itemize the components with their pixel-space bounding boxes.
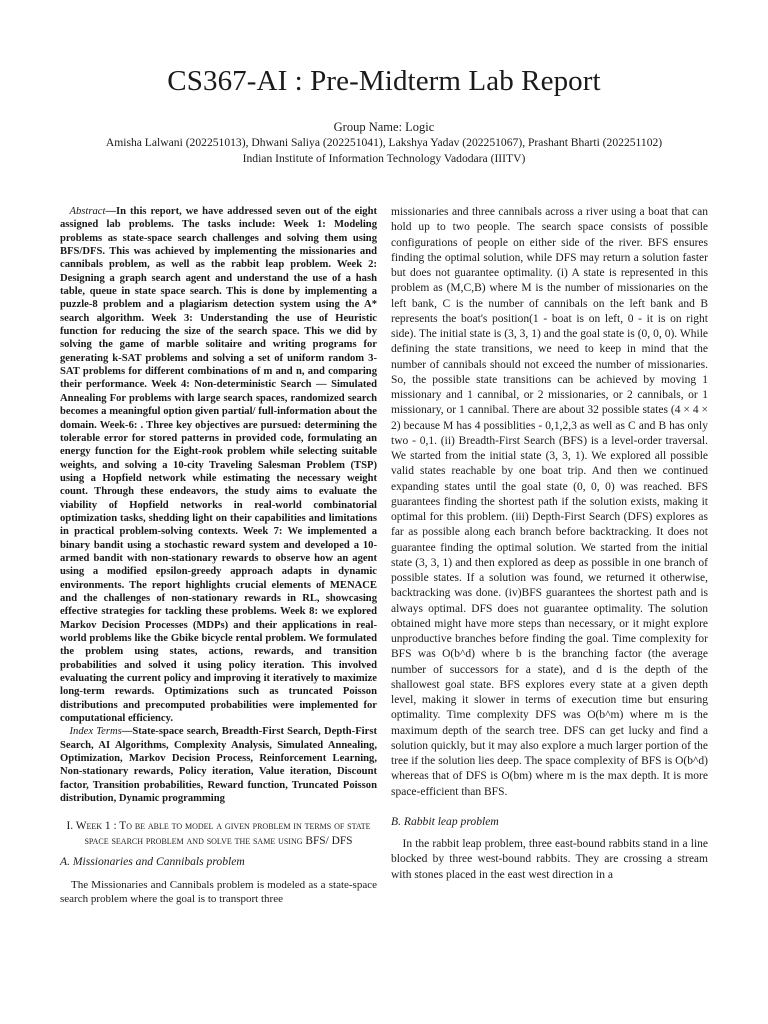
section-heading: I. Week 1 : To be able to model a given problem in terms of state space search problem and solve the same using BFS/ DFS <box>66 820 371 848</box>
paragraph: In the rabbit leap problem, three east-bound rabbits stand in a line blocked by three west-bound rabbits. They are crossing a stream with stones placed in the east west direction in a <box>391 838 708 881</box>
paragraph-continued: missionaries and three cannibals across a river using a boat that can hold up to two people. The search space consists of possible configurations of people on either side of the river. BFS ensures finding the optimal solution, while DFS may return a solution faster but does not guarantee optimality. (i) A state is represented in this problem as (M,C,B) where M is the number of missionaries on the left bank, C is the number of cannibals on the left bank and B represents the boat's position(1 - boat is on left, 0 - it is on right side). The initial state is (3, 3, 1) and the goal state is (0, 0, 0). While defining the state transitions, we need to keep in mind that the number of cannibals should not exceed the number of missionaries. So, the possible state transitions can be achieved by moving 1 missionary and 1 cannibal, or 2 missionaries, or 2 cannibals, or 1 missionary, or 1 cannibal. There are about 32 possible states (4 × 4 × 2) because M has 4 possiblities - 0,1,2,3 as well as C and B has only two - 0,1. (ii) Breadth-First Search (BFS) is a level-order traversal. We started from the initial state (3, 3, 1). We explored all possible valid states reachable by one boat trip. And then we continued expanding states until the goal state (0, 0, 0) was reached. BFS guarantees finding the shortest path if the solution exists, making it optimal for this problem. (iii) Depth-First Search (DFS) explores as far as possible along each branch before backtracking. It does not guarantee finding the optimal solution. We started from the initial state (3, 3, 1) and then explored as deep as possible in one branch of possible states. If a solution was found, we returned it otherwise, backtracking was done. (iv)BFS guarantees the shortest path and is always optimal. DFS does not guarantee optimality. The solution obtained might have more steps than necessary, or it might explore unproductive branches before finding the goal. Time complexity for BFS was O(b^d) where b is the branching factor (the average number of successors for a state), and d is the depth of the shallowest goal state. BFS explores every state at a given depth level, making it slower in terms of execution time but ensuring optimality. Time complexity DFS was O(b^m) where m is the maximum depth of the search tree. DFS can get lucky and find a solution quickly, but it may also explore a much larger portion of the tree if the solution lies deep. The space complexity of BFS is O(b^d) whereas that of DFS is O(bm) where m is the max depth. It is more space-efficient than BFS. <box>391 206 708 798</box>
abstract <box>60 205 377 725</box>
index-terms-lead: Index Terms <box>69 726 122 738</box>
paragraph: The Missionaries and Cannibals problem is modeled as a state-space search problem where the goal is to transport three <box>60 878 377 906</box>
subsection-heading-a: A. Missionaries and Cannibals problem <box>60 855 245 869</box>
paper-title: CS367-AI : Pre-Midterm Lab Report <box>167 65 601 97</box>
right-column <box>391 205 708 883</box>
left-column <box>60 205 377 906</box>
abstract-text: —In this report, we have addressed seven out of the eight assigned lab problems. The tasks include: Week 1: Modeling problems as state-space search challenges and solving them using BFS/DFS. This was achieved by implementing the missionaries and cannibals problem, as well as the rabbit leap problem. Week 2: Designing a graph search agent and understand the use of a hash table, queue in state space search. This is done by implementing a puzzle-8 problem and a plagiarism detection system using the A* search algorithm. Week 3: Understanding the use of Heuristic function for reducing the size of the search space. This we did by solving the game of marble solitaire and writing programs for generating k-SAT problems and solving a set of uniform random 3-SAT problems for different combinations of m and n, and comparing their performance. Week 4: Non-deterministic Search — Simulated Annealing For problems with large search spaces, randomized search becomes a meaningful option given partial/ full-information about the domain. Week-6: . Three key objectives are pursued: determining the tolerable error for stored patterns in provided code, formulating an energy function for the Eight-rook problem while selecting suitable weights, and solving a 10-city Traveling Salesman Problem (TSP) using a Hopfield network while estimating the necessary weight count. Through these endeavors, the study aims to evaluate the viability of Hopfield networks in real-world combinatorial optimization tasks, shedding light on their capabilities and limitations in practical problem-solving contexts. Week 7: We implemented a binary bandit using a stochastic reward system and developed a 10-armed bandit with non-stationary rewards to observe how an agent using a modified epsilon-greedy approach adapts in dynamic environments. The report highlights crucial elements of MENACE and the challenges of non-stationary rewards in RL, showcasing effective strategies for tackling these problems. Week 8: we explored Markov Decision Processes (MDPs) and their applications in real-world problems like the Gbike bicycle rental problem. We formulated the problem using states, actions, rewards, and transition probabilities and solved it using policy iteration. This involved evaluating the current policy and improving it iteratively to maximize long-term rewards. Optimizations such as truncated Poisson distributions and precomputed probabilities were implemented for computational efficiency. <box>60 206 377 725</box>
subsection-heading-b: B. Rabbit leap problem <box>391 814 499 828</box>
abstract-lead: Abstract <box>69 206 106 217</box>
index-terms <box>60 725 377 805</box>
institute-name: Indian Institute of Information Technology Vadodara (IIITV) <box>242 152 526 165</box>
index-terms-text: —State-space search, Breadth-First Search, Depth-First Search, AI Algorithms, Complexity Analysis, Simulated Annealing, Optimization, Markov Decision Process, Reinforcement Learning, Non-stationary rewards, Policy iteration, Value iteration, Discount factor, Transition probabilities, Reward function, Truncated Poisson distribution, Dynamic programming <box>60 726 377 805</box>
group-name: Group Name: Logic <box>333 120 435 134</box>
author-list: Amisha Lalwani (202251013), Dhwani Saliya (202251041), Lakshya Yadav (202251067), Prashant Bharti (202251102) <box>105 136 663 149</box>
